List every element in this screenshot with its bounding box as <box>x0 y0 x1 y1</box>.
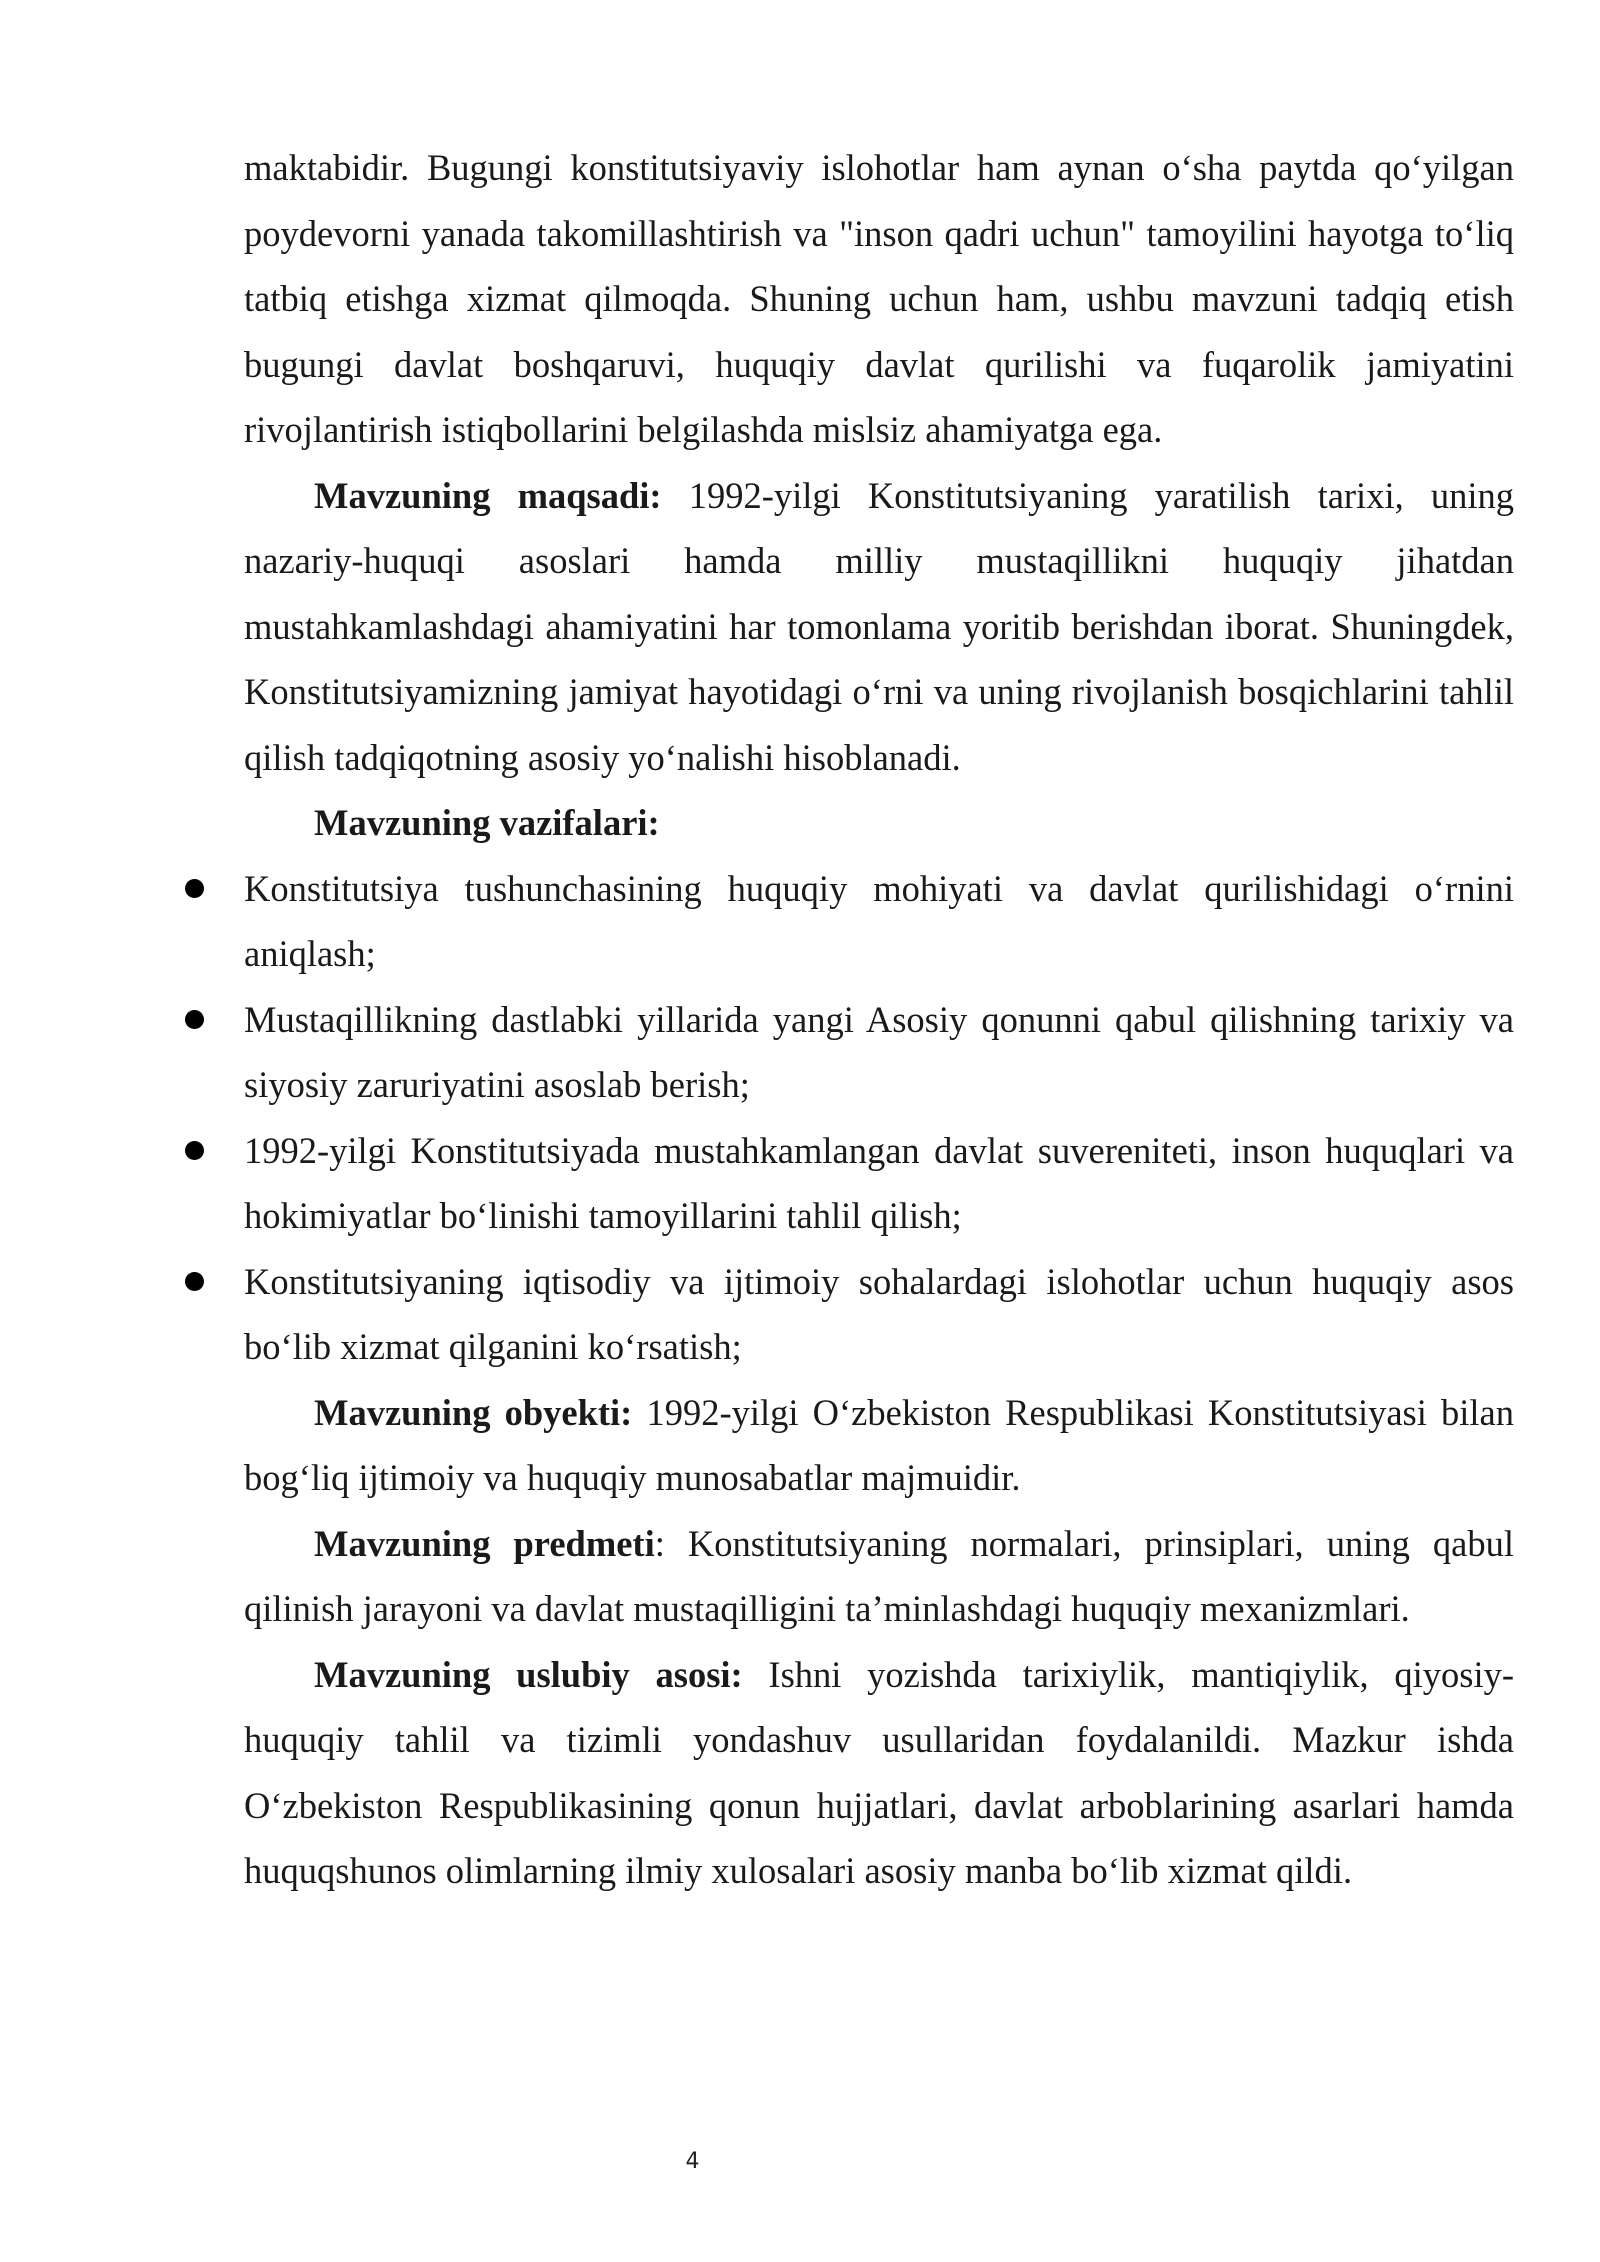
list-item <box>244 856 1514 987</box>
subject-text: : Konstitutsiyaning normalari, prinsiplari, uning qabul qilinish jarayoni va davlat mustaqilligini ta’minlashdagi huquqiy mexanizmlari. <box>244 1522 1514 1629</box>
intro-paragraph: maktabidir. Bugungi konstitutsiyaviy islohotlar ham aynan o‘sha paytda qo‘yilgan poydevorni yanada takomillashtirish va "inson qadri uchun" tamoyilini hayotga to‘liq tatbiq etishga xizmat qilmoqda. Shuning uchun ham, ushbu mavzuni tadqiq etish bugungi davlat boshqaruvi, huquqiy davlat qurilishi va fuqarolik jamiyatini rivojlantirish istiqbollarini belgilashda mislsiz ahamiyatga ega. <box>244 147 1514 450</box>
tasks-list <box>244 856 1514 1380</box>
bullet-icon <box>185 1010 204 1029</box>
subject-paragraph <box>244 1511 1514 1642</box>
list-item <box>244 1118 1514 1249</box>
method-text: Ishni yozishda tarixiylik, mantiqiylik, qiyosiy-huquqiy tahlil va tizimli yondashuv usullaridan foydalanildi. Mazkur ishda O‘zbekiston Respublikasining qonun hujjatlari, davlat arboblarining asarlari hamda huquqshunos olimlarning ilmiy xulosalari asosiy manba bo‘lib xizmat qildi. <box>244 1653 1514 1891</box>
list-item-text: Konstitutsiyaning iqtisodiy va ijtimoiy sohalardagi islohotlar uchun huquqiy asos bo‘lib xizmat qilganini ko‘rsatish; <box>244 1260 1514 1367</box>
list-item-text: 1992-yilgi Konstitutsiyada mustahkamlangan davlat suvereniteti, inson huquqlari va hokimiyatlar bo‘linishi tamoyillarini tahlil qilish; <box>244 1129 1514 1236</box>
list-item <box>244 1249 1514 1380</box>
page-body <box>244 135 1514 1904</box>
object-text: 1992-yilgi O‘zbekiston Respublikasi Konstitutsiyasi bilan bog‘liq ijtimoiy va huquqiy munosabatlar majmuidir. <box>244 1391 1514 1498</box>
page-number: 4 <box>685 2149 700 2174</box>
goal-paragraph <box>244 463 1514 791</box>
bullet-icon <box>185 1141 204 1160</box>
goal-text: 1992-yilgi Konstitutsiyaning yaratilish tarixi, uning nazariy-huquqi asoslari hamda milliy mustaqillikni huquqiy jihatdan mustahkamlashdagi ahamiyatini har tomonlama yoritib berishdan iborat. Shuningdek, Konstitutsiyamizning jamiyat hayotidagi o‘rni va uning rivojlanish bosqichlarini tahlil qilish tadqiqotning asosiy yo‘nalishi hisoblanadi. <box>244 474 1514 778</box>
tasks-heading: Mavzuning vazifalari: <box>314 802 660 843</box>
object-label: Mavzuning obyekti: <box>314 1391 633 1433</box>
subject-label: Mavzuning predmeti <box>314 1522 655 1564</box>
goal-label: Mavzuning maqsadi: <box>314 474 662 516</box>
list-item <box>244 987 1514 1118</box>
bullet-icon <box>185 1272 204 1291</box>
method-label: Mavzuning uslubiy asosi: <box>314 1653 743 1695</box>
object-paragraph <box>244 1380 1514 1511</box>
list-item-text: Mustaqillikning dastlabki yillarida yangi Asosiy qonunni qabul qilishning tarixiy va siyosiy zaruriyatini asoslab berish; <box>244 998 1514 1105</box>
bullet-icon <box>185 879 204 898</box>
method-paragraph <box>244 1642 1514 1904</box>
list-item-text: Konstitutsiya tushunchasining huquqiy mohiyati va davlat qurilishidagi o‘rnini aniqlash; <box>244 867 1514 974</box>
